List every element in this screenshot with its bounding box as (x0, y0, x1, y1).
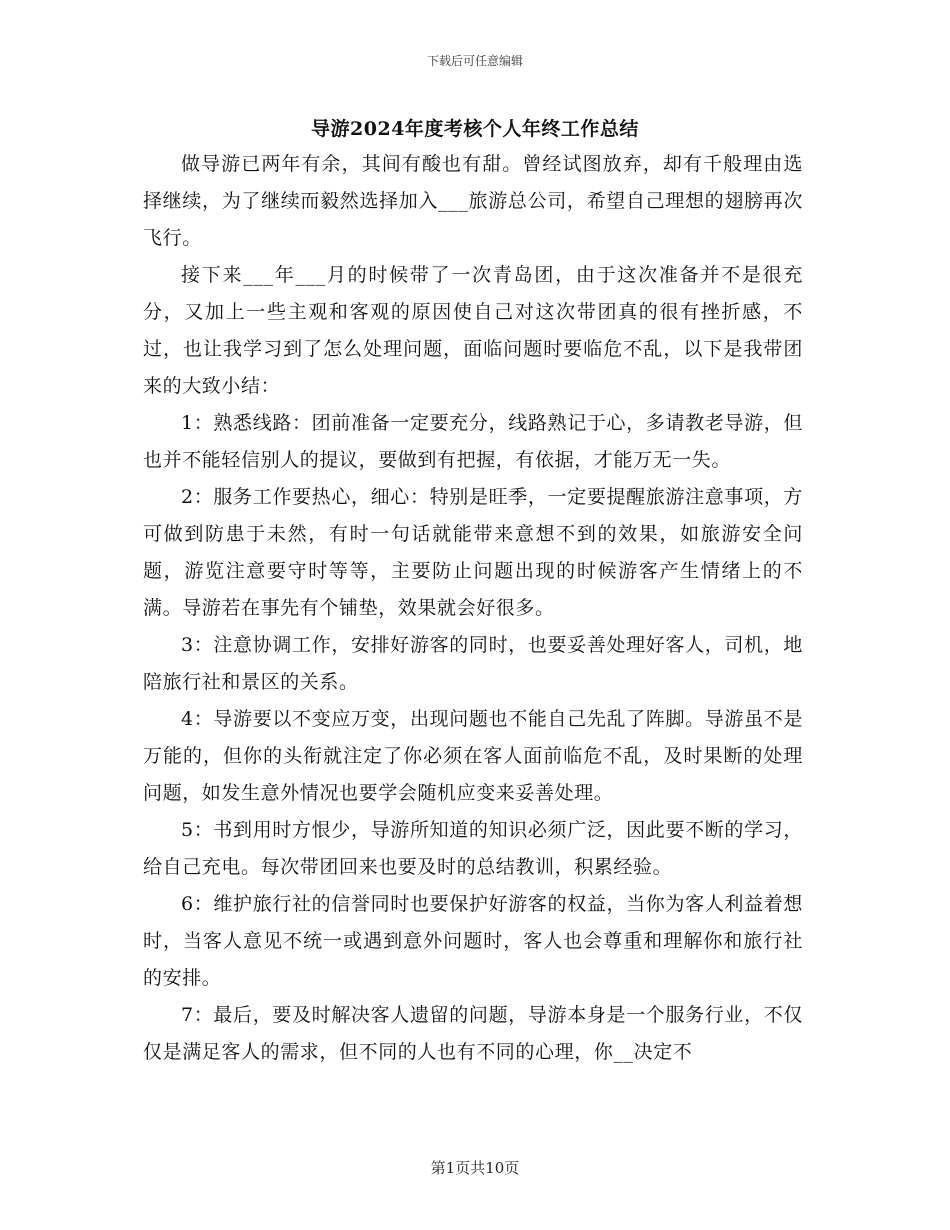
document-title: 导游2024年度考核个人年终工作总结 (311, 118, 639, 140)
paragraph-qingdao-tour: 接下来___年___月的时候带了一次青岛团，由于这次准备并不是很充分，又加上一些主观和客观的原因使自己对这次带团真的很有挫折感，不过，也让我学习到了怎么处理问题，面临问题时要临危不乱，以下是我带团来的大致小结： (143, 264, 803, 397)
paragraph-point-3: 3：注意协调工作，安排好游客的同时，也要妥善处理好客人，司机，地陪旅行社和景区的关系。 (143, 634, 803, 693)
page-number-footer: 第1页共10页 (430, 1159, 520, 1177)
paragraph-point-4: 4：导游要以不变应万变，出现问题也不能自己先乱了阵脚。导游虽不是万能的，但你的头衔就注定了你必须在客人面前临危不乱，及时果断的处理问题，如发生意外情况也要学会随机应变来妥善处理。 (143, 708, 803, 804)
paragraph-point-2: 2：服务工作要热心，细心：特别是旺季，一定要提醒旅游注意事项，方可做到防患于未然，有时一句话就能带来意想不到的效果，如旅游安全问题，游览注意要守时等等，主要防止问题出现的时候游客产生情绪上的不满。导游若在事先有个铺垫，效果就会好很多。 (143, 486, 803, 619)
paragraph-point-7: 7：最后，要及时解决客人遗留的问题，导游本身是一个服务行业，不仅仅是满足客人的需求，但不同的人也有不同的心理，你__决定不 (143, 1004, 803, 1063)
paragraph-intro: 做导游已两年有余，其间有酸也有甜。曾经试图放弃，却有千般理由选择继续，为了继续而毅然选择加入___旅游总公司，希望自己理想的翅膀再次飞行。 (143, 153, 803, 249)
paragraph-point-6: 6：维护旅行社的信誉同时也要保护好游客的权益，当你为客人利益着想时，当客人意见不统一或遇到意外问题时，客人也会尊重和理解你和旅行社的安排。 (143, 893, 803, 989)
paragraph-point-5: 5：书到用时方恨少，导游所知道的知识必须广泛，因此要不断的学习，给自己充电。每次带团回来也要及时的总结教训，积累经验。 (143, 819, 803, 878)
header-note: 下载后可任意编辑 (426, 54, 523, 68)
document-body (143, 146, 803, 1071)
paragraph-point-1: 1：熟悉线路：团前准备一定要充分，线路熟记于心，多请教老导游，但也并不能轻信别人的提议，要做到有把握，有依据，才能万无一失。 (143, 412, 803, 471)
